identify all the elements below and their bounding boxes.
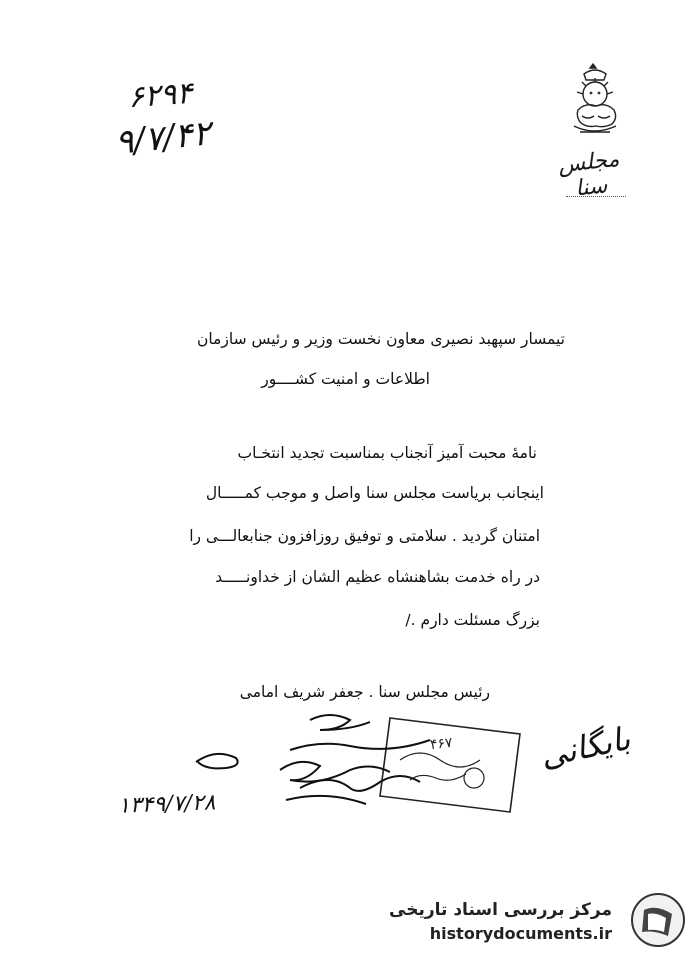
letterhead-rule xyxy=(566,196,626,197)
archive-logo-icon xyxy=(630,892,686,948)
watermark-url: historydocuments.ir xyxy=(429,924,612,943)
handwritten-letter-number: ۶۲۹۴ xyxy=(126,75,194,116)
body-line-3: امتنان گردید . سلامتی و توفیق روزافزون جنابعالـــی را xyxy=(189,527,540,545)
addressee-line-2: اطلاعات و امنیت کشــــور xyxy=(261,370,430,388)
handwritten-margin-note: بایگانی xyxy=(537,719,634,775)
signature-line: رئیس مجلس سنا . جعفر شریف امامی xyxy=(239,683,490,701)
stamp-number: ۴۶۷ xyxy=(429,734,454,754)
handwritten-mark xyxy=(188,742,248,782)
crown-emblem-icon xyxy=(560,62,630,142)
body-line-4: در راه خدمت بشاهنشاه عظیم الشان از خداونـــــد xyxy=(215,568,540,586)
handwritten-letter-date: ۹/۷/۴۲ xyxy=(113,113,213,163)
addressee-line-1: تیمسار سپهبد نصیری معاون نخست وزیر و رئیس سازمان xyxy=(196,330,565,348)
letterhead-title: مجلس سنا xyxy=(556,146,621,202)
body-line-1: نامهٔ محبت آمیز آنجناب بمناسبت تجدید انتخـاب xyxy=(237,444,537,462)
body-line-5: بزرگ مسئلت دارم ./ xyxy=(405,611,540,629)
watermark-title: مرکز بررسی اسناد تاریخی xyxy=(389,900,612,920)
handwritten-bottom-date: ۱۳۴۹/۷/۲۸ xyxy=(117,790,216,819)
body-line-2: اینجانب بریاست مجلس سنا واصل و موجب کمـــــال xyxy=(205,484,544,502)
